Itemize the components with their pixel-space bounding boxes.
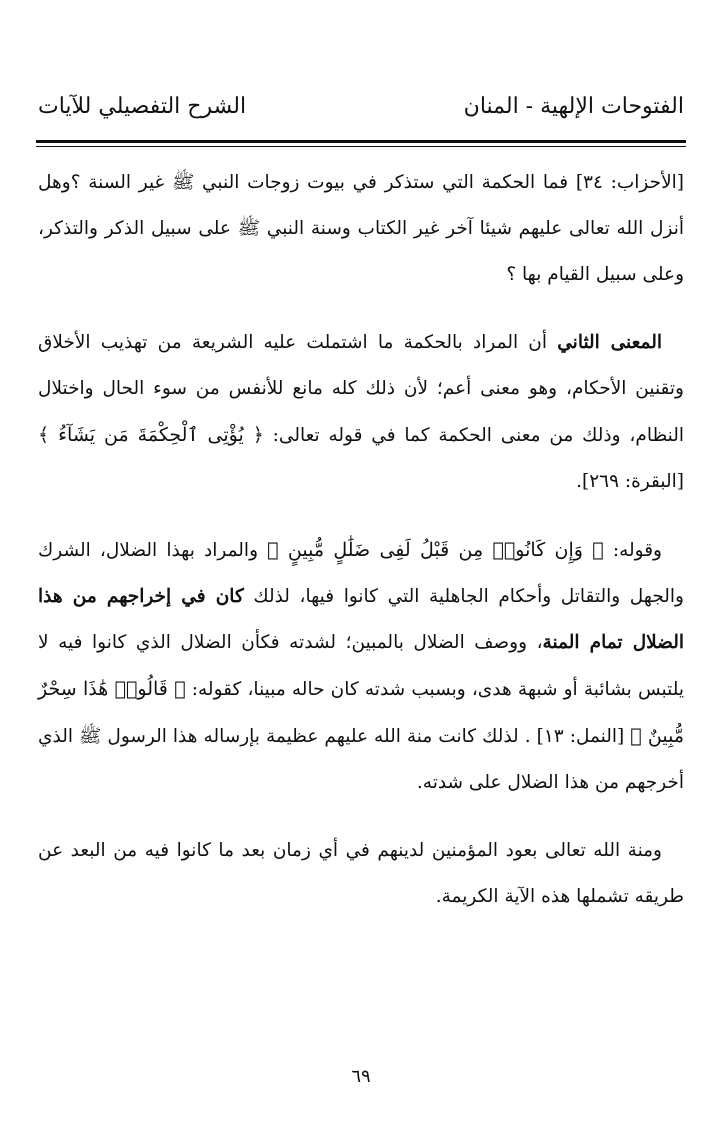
paragraph-3-text-3: ، ووصف الضلال بالمبين؛ لشدته فكأن الضلال الذي كانوا فيه لا يلتبس بشائبة أو شبهة هدى، وبسبب شدته كان حاله مبينا، كقوله: bbox=[38, 632, 684, 700]
paragraph-3-verse-2: ﴿ قَالُوا۟ هَٰذَا سِحْرٌ مُّبِينٌ ﴾ bbox=[38, 678, 684, 747]
header-rule-thin bbox=[36, 146, 686, 147]
header-right-title: الفتوحات الإلهية - المنان bbox=[463, 93, 684, 119]
paragraph-4-text: ومنة الله تعالى بعود المؤمنين لدينهم في أي زمان بعد ما كانوا فيه من البعد عن طريقه تشملها هذه الآية الكريمة. bbox=[38, 840, 684, 907]
paragraph-3-bold: كان في إخراجهم من هذا الضلال تمام المنة bbox=[38, 586, 685, 653]
paragraph-3-verse-1: ﴿ وَإِن كَانُوا۟ مِن قَبْلُ لَفِى ضَلَٰلٍ مُّبِينٍ ﴾ bbox=[267, 539, 604, 561]
paragraph-1-text: [الأحزاب: ٣٤] فما الحكمة التي ستذكر في بيوت زوجات النبي ﷺ غير السنة ؟وهل أنزل الله تعالى عليهم شيئا آخر غير الكتاب وسنة النبي ﷺ على سبيل الذكر والتذكر، وعلى سبيل القيام بها ؟ bbox=[38, 172, 684, 285]
paragraph-1 bbox=[38, 160, 684, 298]
header-rule-thick bbox=[36, 140, 686, 143]
paragraph-3-text-2: والمراد بهذا الضلال، الشرك والجهل والتقاتل وأحكام الجاهلية التي كانوا فيها، لذلك bbox=[38, 540, 684, 607]
paragraph-3-text-4: [النمل: ١٣] . لذلك كانت منة الله عليهم عظيمة بإرساله هذا الرسول ﷺ الذي أخرجهم من هذا الضلال على شدته. bbox=[38, 726, 684, 793]
paragraph-3-text-1: وقوله: bbox=[603, 540, 662, 561]
paragraph-2-label: المعنى الثاني bbox=[557, 332, 662, 353]
header-left-title: الشرح التفصيلي للآيات bbox=[38, 93, 247, 119]
paragraph-2-text-1: أن المراد بالحكمة ما اشتملت عليه الشريعة من تهذيب الأخلاق وتقنين الأحكام، وهو معنى أعم؛ لأن ذلك كله مانع للأنفس من سوء الحال واختلال النظام، وذلك من معنى الحكمة كما في قوله تعالى: bbox=[38, 332, 684, 446]
page-number: ٦٩ bbox=[351, 1066, 371, 1087]
paragraph-3 bbox=[38, 527, 684, 806]
paragraph-2 bbox=[38, 320, 684, 505]
paragraph-4 bbox=[38, 828, 684, 920]
running-header bbox=[38, 86, 684, 126]
paragraph-2-text-2: [البقرة: ٢٦٩]. bbox=[576, 471, 684, 492]
body-text bbox=[38, 160, 684, 942]
paragraph-2-verse: ﴿ يُؤْتِى ٱلْحِكْمَةَ مَن يَشَآءُ ﴾ bbox=[38, 424, 264, 446]
